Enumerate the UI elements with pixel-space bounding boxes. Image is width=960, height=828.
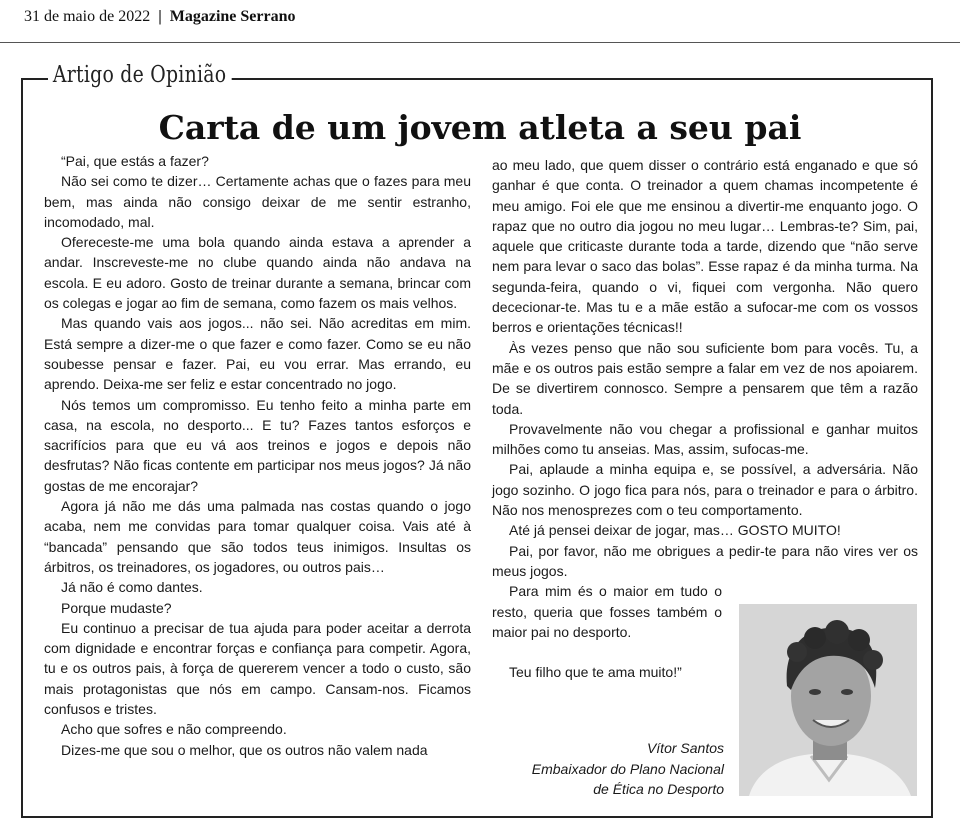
closing-block	[492, 581, 722, 682]
article-title: Carta de um jovem atleta a seu pai	[158, 108, 802, 147]
author-name: Vítor Santos	[646, 740, 724, 756]
paragraph: Pai, por favor, não me obrigues a pedir-te para não vires ver os meus jogos.	[492, 542, 918, 579]
paragraph: Pai, aplaude a minha equipa e, se possível, a adversária. Não jogo sozinho. O jogo fica para nós, para o treinador e para o árbitro. Não nos menosprezes com o teu comportamento.	[492, 461, 918, 519]
paragraph: Já não é como dantes.	[61, 579, 203, 596]
author-signature	[480, 738, 724, 800]
author-role-continued: de Ética no Desporto	[593, 781, 724, 797]
section-label: Artigo de Opinião	[48, 62, 231, 88]
paragraph: Até já pensei deixar de jogar, mas… GOSTO MUITO!	[509, 522, 841, 539]
publication-name: Magazine Serrano	[169, 8, 296, 25]
paragraph: Dizes-me que sou o melhor, que os outros não valem nada	[61, 741, 428, 758]
paragraph: Às vezes penso que não sou suficiente bom para vocês. Tu, a mãe e os outros pais estão sempre a falar em vez de nos apoiarem. De se divertirem connosco. Sempre a pensarem que têm a razão toda.	[492, 339, 918, 417]
article-column-left	[44, 151, 471, 760]
paragraph: Para mim és o maior em tudo o resto, queria que fosses também o maior pai no desporto.	[492, 583, 722, 640]
issue-date: 31 de maio de 2022	[24, 8, 151, 25]
masthead-rule	[0, 42, 960, 43]
paragraph: Mas quando vais aos jogos... não sei. Não acreditas em mim. Está sempre a dizer-me o que fazer e como fazer. Como se eu não soubesse pensar e fazer. Pai, eu vou errar. Mas errando, eu aprendo. Deixa-me ser feliz e estar concentrado no jogo.	[44, 315, 471, 393]
paragraph: Porque mudaste?	[61, 599, 172, 616]
author-photo	[739, 604, 917, 796]
paragraph: ao meu lado, que quem disser o contrário está enganado e que só ganhar é que conta. O treinador a quem chamas incompetente é meu amigo. Foi ele que me ensinou a divertir-me enquanto jogo. O rapaz que no outro dia jogou no meu lugar… Lembras-te? Sim, pai, aquele que criticaste durante toda a tarde, dizendo que “não serve nem para levar o saco das bolas”. Esse rapaz é da minha turma. Na segunda-feira, quando o vi, fiquei com vergonha. Não quero dececionar-te. Mas tu e a mãe estão a sufocar-me com os vossos berros e orientações técnicas!!	[492, 157, 918, 336]
paragraph: Não sei como te dizer… Certamente achas que o fazes para meu bem, mas ainda não consigo deixar de me sentir estranho, incomodado, mal.	[44, 173, 471, 230]
paragraph: Eu continuo a precisar de tua ajuda para poder aceitar a derrota com dignidade e encontrar forças e confiança para competir. Agora, tu e os outros pais, à força de quererem vencer a todo o custo, são mais protagonistas que nós em campo. Cansam-nos. Ficamos confusos e tristes.	[44, 619, 471, 718]
paragraph: Agora já não me dás uma palmada nas costas quando o jogo acaba, nem me convidas para tomar qualquer coisa. Vais até à “bancada” pensando que são todos teus inimigos. Insultas os árbitros, os treinadores, os jogadores, ou outros pais…	[44, 498, 471, 575]
paragraph: Provavelmente não vou chegar a profissional e ganhar muitos milhões como tu anseias. Mas, assim, sufocas-me.	[492, 420, 918, 458]
author-role: Embaixador do Plano Nacional	[531, 760, 724, 777]
closing-line: Teu filho que te ama muito!”	[509, 664, 682, 681]
paragraph: Ofereceste-me uma bola quando ainda estava a aprender a andar. Inscreveste-me no clube quando ainda não andava na escola. E eu adoro. Gosto de treinar durante a semana, brincar com os colegas e jogar ao fim de semana, como fazem os mais velhos.	[44, 234, 471, 312]
masthead-separator: |	[158, 8, 162, 25]
paragraph: “Pai, que estás a fazer?	[61, 153, 209, 169]
paragraph: Nós temos um compromisso. Eu tenho feito a minha parte em casa, na escola, no desporto... E tu? Fazes tantos esforços e sacrifícios para que eu vá aos treinos e jogos e depois não desfrutas? Não ficas contente em participar nos meus jogos? Já não gostas de me encorajar?	[44, 396, 471, 494]
paragraph: Acho que sofres e não compreendo.	[61, 721, 287, 738]
masthead	[24, 8, 295, 26]
